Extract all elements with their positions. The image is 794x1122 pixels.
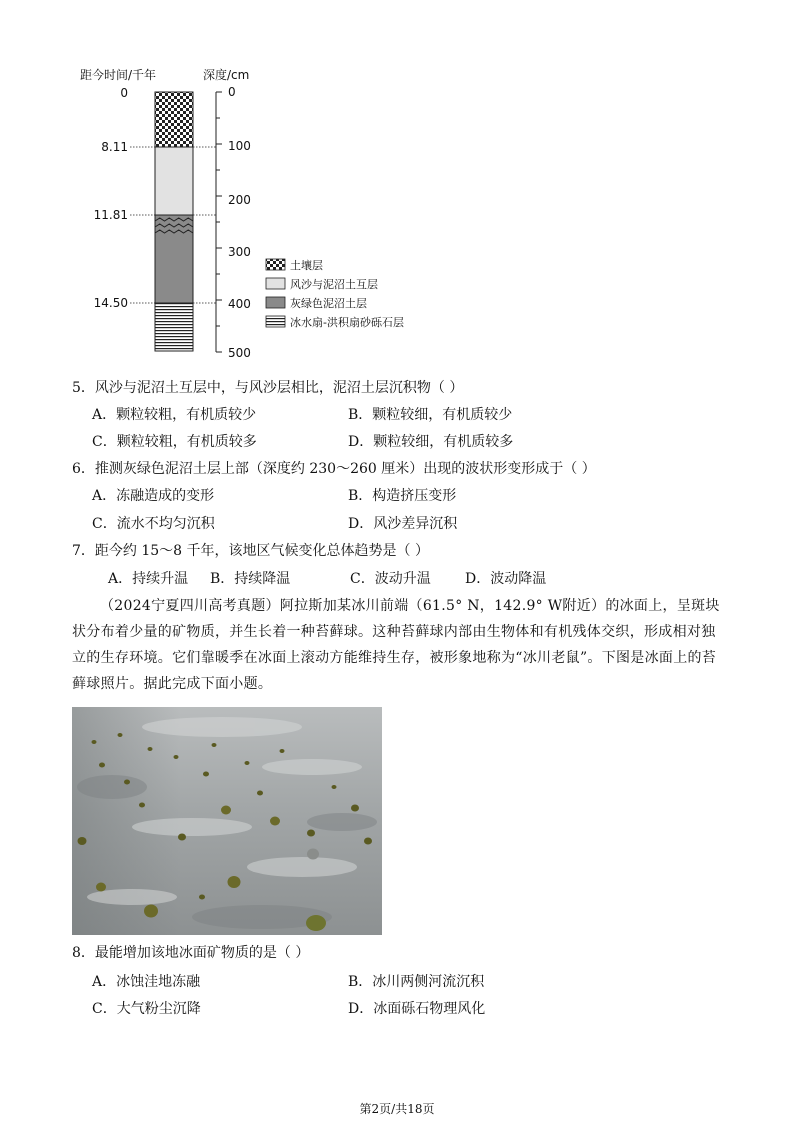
layer-grey-green-marsh [155, 215, 193, 303]
question-7-option-b: B．持续降温 [210, 571, 291, 587]
question-8-option-a: A．冰蚀洼地冻融 [92, 974, 201, 990]
question-7-stem: 7．距今约 15～8 千年，该地区气候变化总体趋势是（ ） [72, 543, 429, 559]
question-5-option-b: B．颗粒较细，有机质较少 [348, 407, 513, 423]
page-footer: 第2页/共18页 [359, 1102, 435, 1116]
question-6-stem: 6．推测灰绿色泥沼土层上部（深度约 230～260 厘米）出现的波状形变形成于（ ） [72, 461, 596, 477]
legend [266, 258, 404, 329]
question-7-option-c: C．波动升温 [350, 571, 431, 587]
question-8-option-b: B．冰川两侧河流沉积 [348, 974, 485, 990]
question-6-option-b: B．构造挤压变形 [348, 488, 457, 504]
depth-label: 300 [228, 245, 251, 259]
layer-gravel [155, 303, 193, 351]
question-5-option-a: A．颗粒较粗，有机质较少 [92, 407, 257, 423]
moss-ball-photo [72, 707, 382, 935]
depth-label: 200 [228, 193, 251, 207]
question-7-option-a: A．持续升温 [108, 571, 189, 587]
question-5-option-d: D．颗粒较细，有机质较多 [348, 434, 514, 450]
depth-label: 400 [228, 297, 251, 311]
question-6-option-c: C．流水不均匀沉积 [92, 516, 215, 532]
time-label: 0 [120, 86, 128, 100]
legend-label: 风沙与泥沼土互层 [290, 278, 378, 291]
question-5-option-c: C．颗粒较粗，有机质较多 [92, 434, 257, 450]
legend-label: 灰绿色泥沼土层 [290, 297, 367, 310]
depth-ticks [216, 92, 222, 352]
time-label: 11.81 [93, 208, 128, 222]
question-7-option-d: D．波动降温 [465, 571, 547, 587]
legend-label: 土壤层 [290, 259, 323, 272]
time-label: 8.11 [101, 140, 128, 154]
question-6-option-d: D．风沙差异沉积 [348, 516, 458, 532]
legend-label: 冰水扇-洪积扇砂砾石层 [290, 316, 404, 329]
question-8-option-d: D．冰面砾石物理风化 [348, 1001, 486, 1017]
layer-soil [155, 92, 193, 147]
question-8-stem: 8．最能增加该地冰面矿物质的是（ ） [72, 945, 310, 961]
passage: （2024宁夏四川高考真题）阿拉斯加某冰川前端（61.5° N，142.9° W附近）的冰面上，呈斑块状分布着少量的矿物质，并生长着一种苔藓球。这种苔藓球内部由生物体和有机残体交织，形成相对独立的生存环境。它们靠暖季在冰面上滚动方能维持生存，被形象地称为“冰川老鼠”。下图是冰面上的苔藓球照片。据此完成下面小题。 [72, 598, 720, 692]
stratigraphic-column-figure [60, 60, 440, 370]
time-label: 14.50 [93, 296, 128, 310]
layer-sand-marsh [155, 147, 193, 215]
time-axis-title: 距今时间/千年 [80, 68, 157, 82]
depth-label: 0 [228, 85, 236, 99]
depth-axis-title: 深度/cm [203, 68, 250, 82]
question-6-option-a: A．冻融造成的变形 [92, 488, 215, 504]
question-5-stem: 5．风沙与泥沼土互层中，与风沙层相比，泥沼土层沉积物（ ） [72, 380, 464, 396]
depth-label: 500 [228, 346, 251, 360]
question-8-option-c: C．大气粉尘沉降 [92, 1001, 201, 1017]
depth-label: 100 [228, 139, 251, 153]
